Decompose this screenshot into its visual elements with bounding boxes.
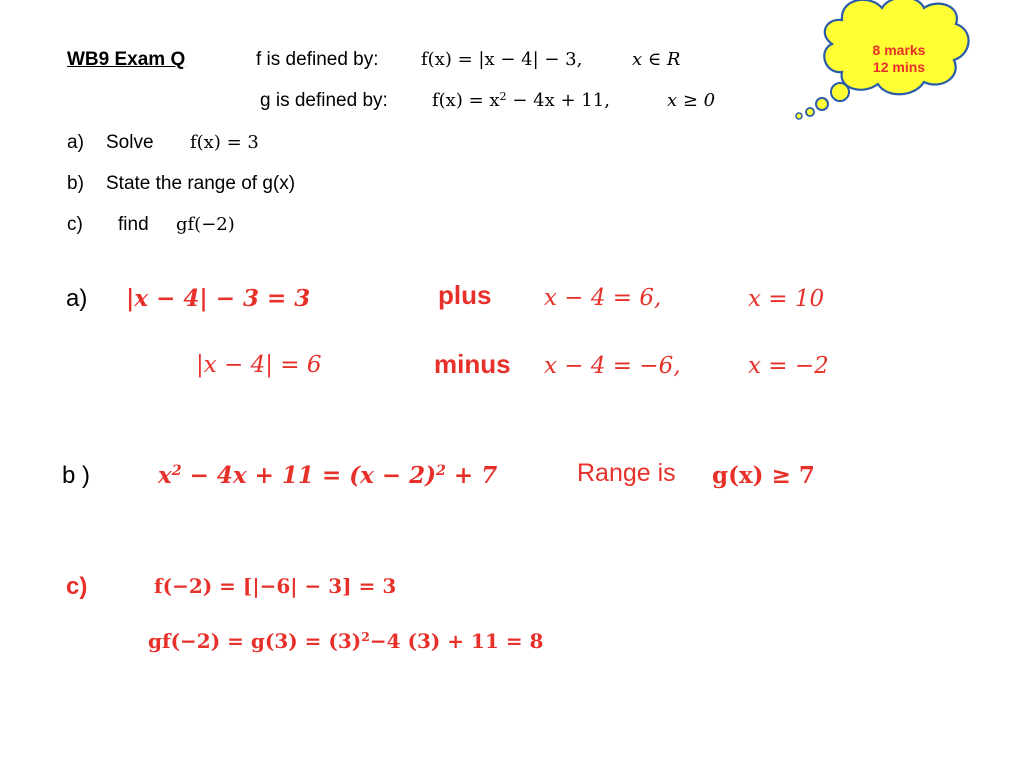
solution-c-eq2-part1: gf(−2) = g(3) = (3) <box>148 629 362 653</box>
plus-equation: x − 4 = 6, <box>544 285 662 311</box>
solution-c-eq2-part2: −4 (3) + 11 = 8 <box>369 629 544 653</box>
solution-b-exponent-2: 2 <box>436 463 446 480</box>
solution-a-eq2: |x − 4| = 6 <box>196 352 322 378</box>
question-c-math: gf(−2) <box>176 214 235 235</box>
solution-c-exponent: 2 <box>361 629 370 645</box>
solution-c-label: c) <box>66 573 88 600</box>
solution-a-eq1: |x − 4| − 3 = 3 <box>126 285 311 312</box>
minus-equation: x − 4 = −6, <box>544 353 681 379</box>
plus-result: x = 10 <box>748 286 825 312</box>
question-c-text: find <box>118 214 149 235</box>
solution-b-exponent-1: 2 <box>171 463 182 480</box>
question-c-label: c) <box>67 214 83 235</box>
solution-a-label: a) <box>66 285 88 312</box>
solution-b-label: b ) <box>62 462 91 489</box>
range-label: Range is <box>577 459 676 487</box>
g-expr-lhs: f(x) = x <box>432 90 500 111</box>
question-a-text: Solve <box>106 132 154 153</box>
marks-text: 8 marks <box>872 42 926 58</box>
f-domain: x ∈ R <box>632 49 681 70</box>
question-b-label: b) <box>67 173 84 194</box>
f-definition-expr: f(x) = |x − 4| − 3, <box>421 49 583 70</box>
g-definition-label: g is defined by: <box>260 90 388 111</box>
solution-b-eq-part3: + 7 <box>445 462 498 489</box>
g-expr-exponent: 2 <box>499 89 507 103</box>
solution-b-equation <box>158 464 497 487</box>
question-a-label: a) <box>67 132 84 153</box>
marks-cloud <box>790 0 990 125</box>
solution-b-eq-part2: − 4x + 11 = (x − 2) <box>181 462 436 489</box>
range-expression: g(x) ≥ 7 <box>712 462 815 489</box>
time-text: 12 mins <box>872 59 926 75</box>
minus-result: x = −2 <box>748 353 829 379</box>
g-domain: x ≥ 0 <box>667 90 716 111</box>
question-title: WB9 Exam Q <box>67 49 186 70</box>
question-b-text: State the range of g(x) <box>106 173 296 194</box>
solution-b-eq-part1: x <box>158 462 172 489</box>
g-expr-rhs: − 4x + 11, <box>506 90 610 111</box>
plus-label: plus <box>438 280 492 310</box>
g-definition-expr <box>432 89 610 111</box>
f-definition-label: f is defined by: <box>256 49 379 70</box>
minus-label: minus <box>434 349 511 379</box>
solution-c-eq1: f(−2) = [|−6| − 3] = 3 <box>154 574 397 598</box>
question-a-math: f(x) = 3 <box>190 132 259 153</box>
solution-c-eq2 <box>148 631 543 651</box>
